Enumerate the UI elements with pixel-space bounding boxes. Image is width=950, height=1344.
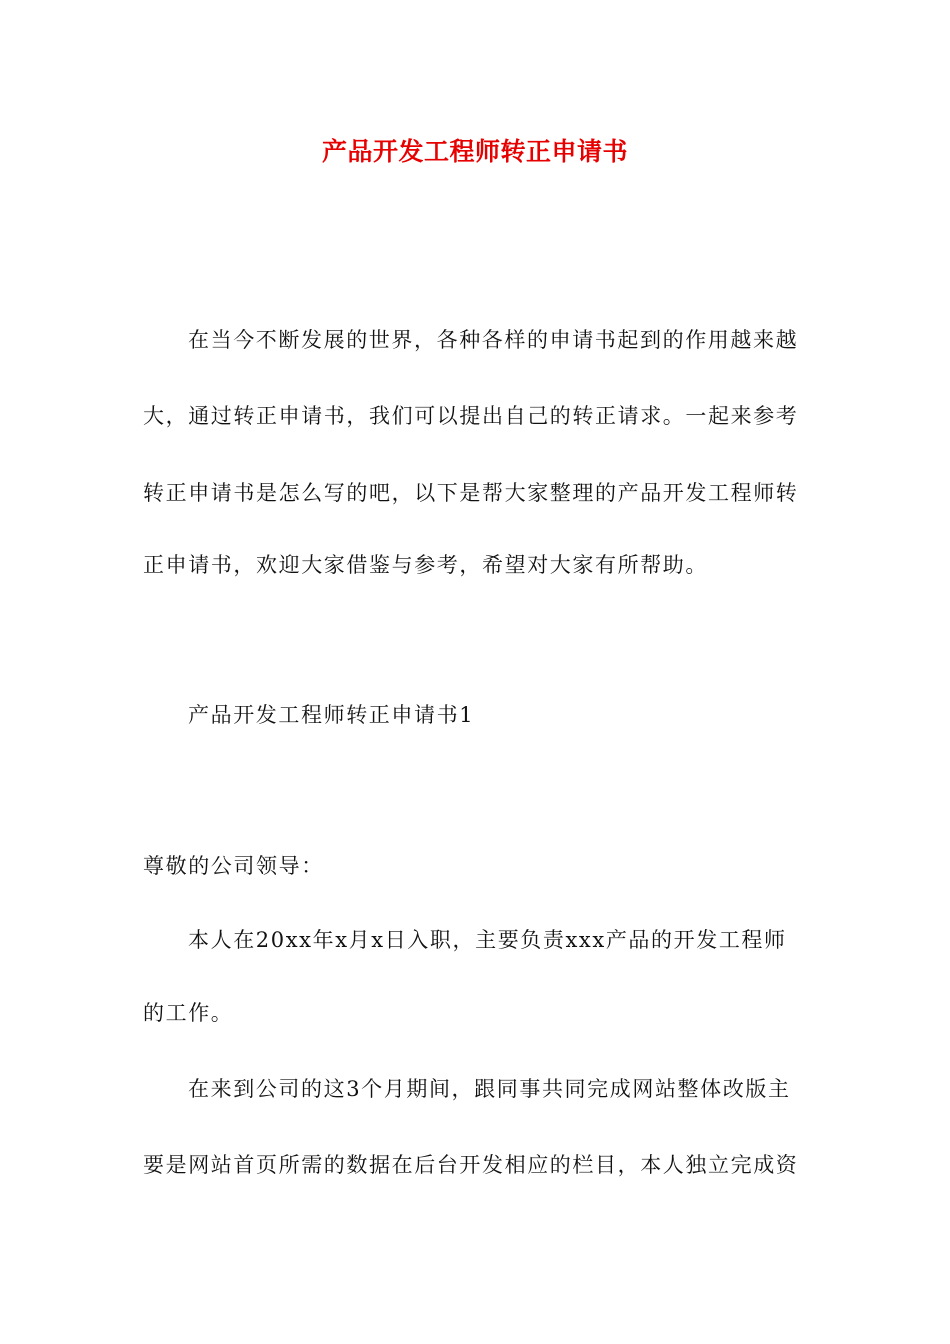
intro-line-4: 正申请书，欢迎大家借鉴与参考，希望对大家有所帮助。 bbox=[143, 553, 708, 577]
body-line-3: 在来到公司的这3个月期间，跟同事共同完成网站整体改版主 bbox=[188, 1077, 791, 1101]
body-line-4: 要是网站首页所需的数据在后台开发相应的栏目，本人独立完成资 bbox=[143, 1153, 799, 1177]
document-title: 产品开发工程师转正申请书 bbox=[321, 137, 628, 166]
body-line-2: 的工作。 bbox=[143, 1001, 234, 1025]
salutation: 尊敬的公司领导： bbox=[143, 854, 324, 878]
intro-line-1: 在当今不断发展的世界，各种各样的申请书起到的作用越来越 bbox=[188, 328, 799, 352]
intro-line-2: 大，通过转正申请书，我们可以提出自己的转正请求。一起来参考 bbox=[143, 404, 799, 428]
body-line-1: 本人在20xx年x月x日入职，主要负责xxx产品的开发工程师 bbox=[188, 928, 787, 952]
section-heading: 产品开发工程师转正申请书1 bbox=[188, 703, 475, 727]
intro-line-3: 转正申请书是怎么写的吧，以下是帮大家整理的产品开发工程师转 bbox=[143, 481, 799, 505]
